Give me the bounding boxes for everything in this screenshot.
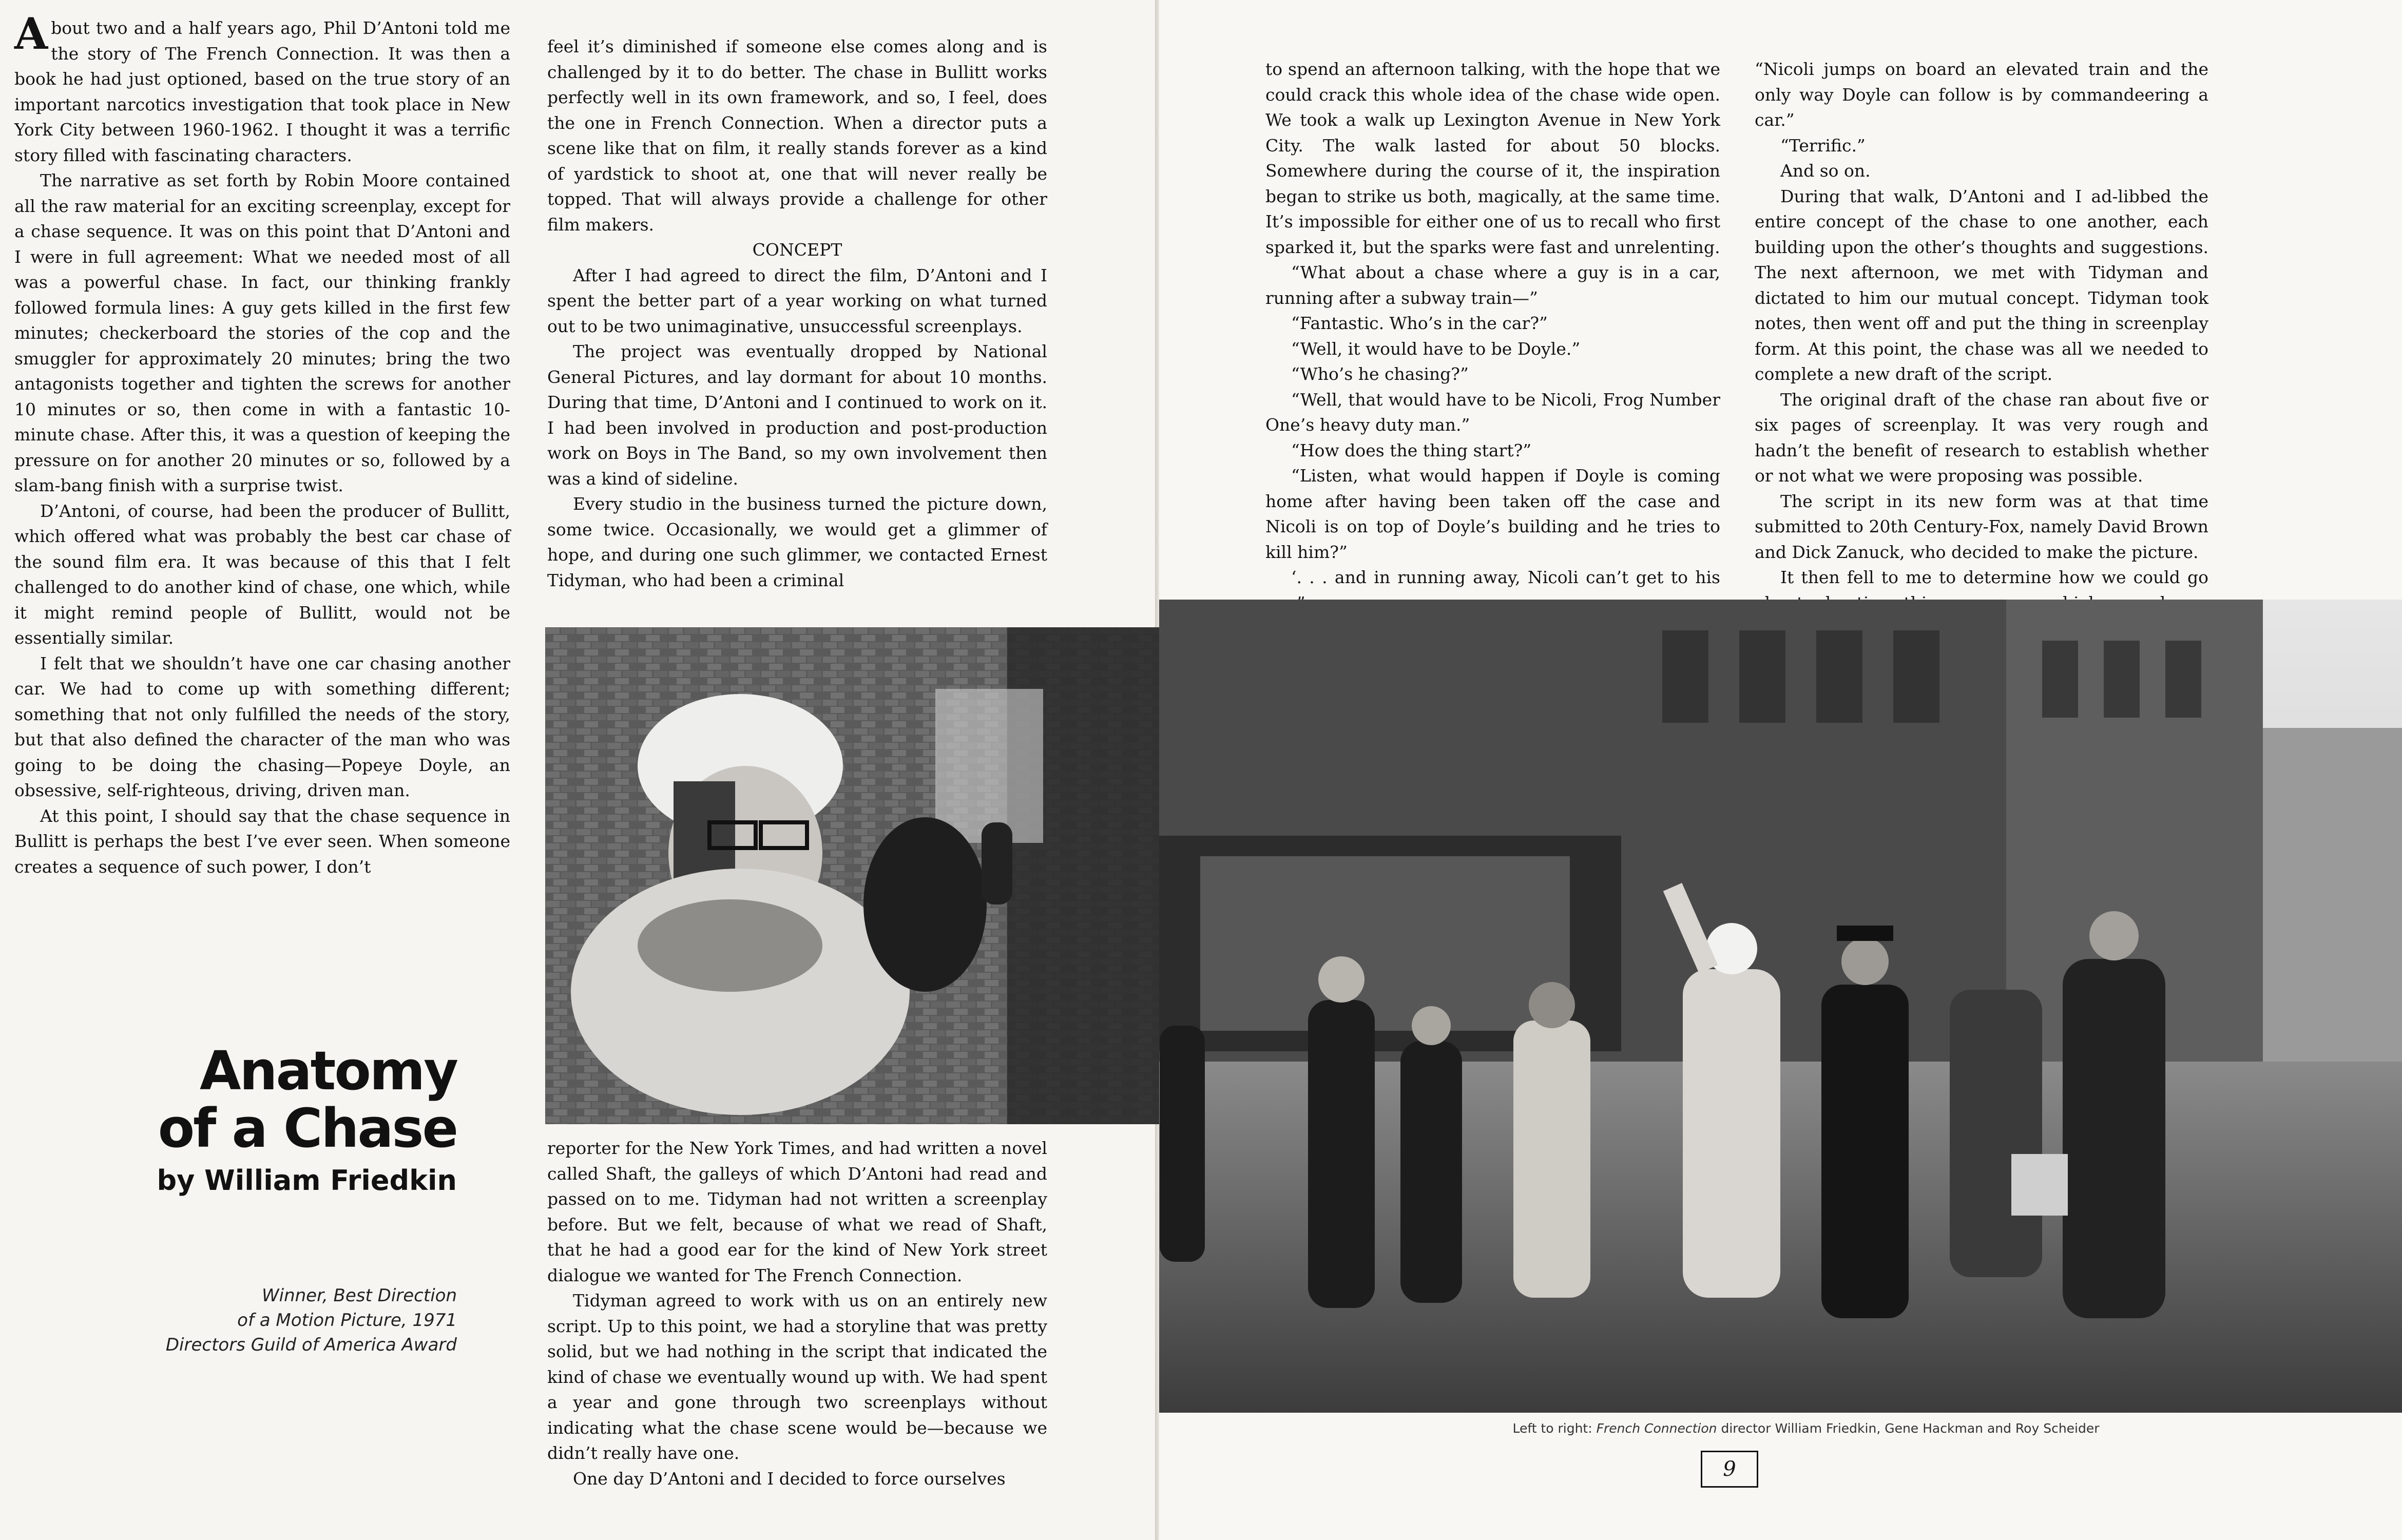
col4-paragraph-1: “Nicoli jumps on board an elevated train and the only way Doyle can follow is by commandeering a car.” bbox=[1755, 59, 2208, 130]
byline: by William Friedkin bbox=[157, 1164, 457, 1197]
col4-paragraph-3: And so on. bbox=[1780, 161, 1871, 181]
col1-paragraph-2: The narrative as set forth by Robin Moore contained all the raw material for an exciting screenplay, except for a chase sequence. It was on this point that D’Antoni and I were in full agreement: What we needed most of all was a powerful chase. In fact, our thinking frankly followed formula lines: A guy gets killed in the first few minutes; checkerboard the stories of the cop and the smuggler for approximately 20 minutes; bring the two antagonists together and tighten the screws for another 10 minutes or so, then come in with a fantastic 10-minute chase. After this, it was a question of keeping the pressure on for another 20 minutes or so, followed by a slam-bang finish with a surprise twist. bbox=[14, 170, 510, 495]
col3-paragraph-9: ‘. . . and in running away, Nicoli can’t get to his bbox=[1291, 567, 1720, 587]
photo-street-crew bbox=[1159, 600, 2402, 1413]
col4-paragraph-5: The original draft of the chase ran about five or six pages of screenplay. It was very rough and hadn’t the benefit of research to establish whether or not what we were proposing was possible. bbox=[1755, 389, 2208, 486]
caption-film-title: French Connection bbox=[1596, 1421, 1717, 1436]
col3-paragraph-4: “Well, it would have to be Doyle.” bbox=[1291, 338, 1581, 359]
col2-paragraph-7: One day D’Antoni and I decided to force ourselves bbox=[573, 1468, 1006, 1489]
col3-paragraph-2: “What about a chase where a guy is in a car, running after a subway train—” bbox=[1265, 262, 1720, 308]
drop-cap: A bbox=[14, 8, 48, 59]
column-2-bottom bbox=[547, 1135, 1047, 1491]
award-line-1: Winner, Best Direction bbox=[262, 1285, 457, 1306]
column-4 bbox=[1755, 56, 2208, 641]
col1-paragraph-1: About two and a half years ago, Phil D’Antoni told me the story of The French Connection. It was then a book he had just optioned, based on the true story of an important narcotics investigation that took place in New York City between 1960-1962. I thought it was a terrific story filled with fascinating characters. bbox=[14, 8, 510, 165]
article-title-block bbox=[123, 1042, 457, 1197]
photo-director-portrait bbox=[545, 627, 1159, 1124]
title-line-1: Anatomy bbox=[199, 1040, 457, 1102]
award-line-3: Directors Guild of America Award bbox=[165, 1335, 457, 1355]
article-title bbox=[123, 1040, 457, 1160]
column-2-top bbox=[547, 34, 1047, 593]
col1-paragraph-4: I felt that we shouldn’t have one car chasing another car. We had to come up with something different; something that not only fulfilled the needs of the story, but that also defined the character of the man who was going to be doing the chasing—Popeye Doyle, an obsessive, self-righteous, driving, driven man. bbox=[14, 653, 510, 800]
col3-paragraph-5: “Who’s he chasing?” bbox=[1291, 364, 1469, 384]
photo-caption: Left to right: French Connection director William Friedkin, Gene Hackman and Roy Scheider bbox=[1512, 1421, 2100, 1436]
page-number: 9 bbox=[1701, 1451, 1758, 1488]
award-line-2: of a Motion Picture, 1971 bbox=[237, 1310, 457, 1331]
col3-paragraph-7: “How does the thing start?” bbox=[1291, 440, 1532, 460]
col2-paragraph-3: The project was eventually dropped by National General Pictures, and lay dormant for about 10 months. During that time, D’Antoni and I continued to work on it. I had been involved in production and post-production work on Boys in The Band, so my own involvement then was a kind of sideline. bbox=[547, 341, 1047, 489]
section-heading-concept: CONCEPT bbox=[752, 240, 842, 260]
column-3 bbox=[1265, 56, 1720, 641]
col3-paragraph-6: “Well, that would have to be Nicoli, Frog Number One’s heavy duty man.” bbox=[1265, 389, 1720, 435]
col2-paragraph-6: Tidyman agreed to work with us on an entirely new script. Up to this point, we had a storyline that was pretty solid, but we had nothing in the script that indicated the kind of chase we eventually wound up with. We had spent a year and gone through two screenplays without indicating what the chase scene would be—because we didn’t really have one. bbox=[547, 1291, 1047, 1463]
col3-paragraph-1: to spend an afternoon talking, with the hope that we could crack this whole idea of the chase wide open. We took a walk up Lexington Avenue in New York City. The walk lasted for about 50 blocks. Somewhere during the course of it, the inspiration began to strike us both, magically, at the same time. It’s impossible for either one of us to recall who first sparked it, but the sparks were fast and unrelenting. bbox=[1265, 59, 1720, 257]
title-line-2: of a Chase bbox=[158, 1097, 457, 1160]
col3-paragraph-8: “Listen, what would happen if Doyle is coming home after having been taken off the case and Nicoli is on top of Doyle’s building and he tries to kill him?” bbox=[1265, 466, 1720, 562]
column-1 bbox=[14, 8, 510, 879]
photo-street-crew-image bbox=[1159, 600, 2402, 1413]
col2-paragraph-2: After I had agreed to direct the film, D’Antoni and I spent the better part of a year working on what turned out to be two unimaginative, unsuccessful screenplays. bbox=[547, 265, 1047, 336]
col1-paragraph-3: D’Antoni, of course, had been the producer of Bullitt, which offered what was probably the best car chase of the sound film era. It was because of this that I felt challenged to do another kind of chase, one which, while it might remind people of Bullitt, would not be essentially similar. bbox=[14, 500, 510, 648]
col4-paragraph-7: It then fell to me to determine how we could go bbox=[1780, 567, 2208, 587]
col3-paragraph-3: “Fantastic. Who’s in the car?” bbox=[1291, 313, 1548, 333]
col2-paragraph-1: feel it’s diminished if someone else comes along and is challenged by it to do better. The chase in Bullitt works perfectly well in its own framework, and so, I feel, does the one in French Connection. When a director puts a scene like that on film, it really stands forever as a kind of yardstick to shoot at, one that will never really be topped. That will always provide a challenge for other film makers. bbox=[547, 36, 1047, 235]
col4-paragraph-4: During that walk, D’Antoni and I ad-libbed the entire concept of the chase to one another, each building upon the other’s thoughts and suggestions. The next afternoon, we met with Tidyman and dictated to him our mutual concept. Tidyman took notes, then went off and put the thing in screenplay form. At this point, the chase was all we needed to complete a new draft of the script. bbox=[1755, 186, 2208, 384]
col2-paragraph-5: reporter for the New York Times, and had written a novel called Shaft, the galleys of which D’Antoni had read and passed on to me. Tidyman had not written a screenplay before. But we felt, because of what we read of Shaft, that he had a good ear for the kind of New York street dialogue we wanted for The French Connection. bbox=[547, 1138, 1047, 1285]
col4-paragraph-6: The script in its new form was at that time submitted to 20th Century-Fox, namely David Brown and Dick Zanuck, who decided to make the picture. bbox=[1755, 491, 2208, 562]
col4-paragraph-2: “Terrific.” bbox=[1780, 135, 1866, 156]
photo-director-image bbox=[545, 627, 1159, 1124]
col2-paragraph-4: Every studio in the business turned the picture down, some twice. Occasionally, we would get a glimmer of hope, and during one such glimmer, we contacted Ernest Tidyman, who had been a criminal bbox=[547, 494, 1047, 590]
col1-paragraph-5: At this point, I should say that the chase sequence in Bullitt is perhaps the best I’ve ever seen. When someone creates a sequence of such power, I don’t bbox=[14, 805, 510, 877]
award-note bbox=[113, 1283, 457, 1357]
